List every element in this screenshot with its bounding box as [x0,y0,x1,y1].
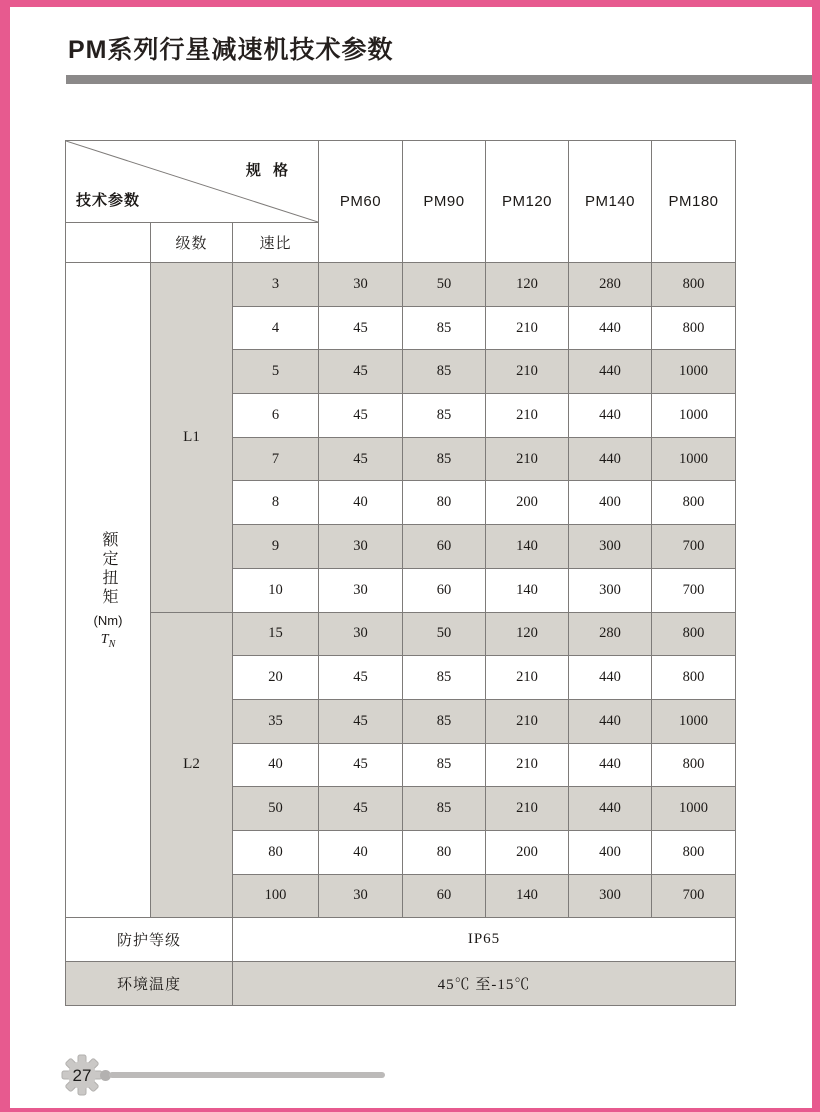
value-cell: 45 [319,743,403,787]
value-cell: 85 [403,437,486,481]
ratio-cell: 6 [233,394,319,438]
value-cell: 50 [403,612,486,656]
page-number-gear-icon [61,1054,103,1096]
footer-row-temperature [66,962,736,1006]
value-cell: 300 [569,525,652,569]
value-cell: 210 [486,306,569,350]
value-cell: 80 [403,481,486,525]
ambient-temperature-value: 45℃ 至-15℃ [233,962,736,1006]
value-cell: 85 [403,656,486,700]
torque-row-group-label [66,263,151,918]
value-cell: 400 [569,481,652,525]
ratio-cell: 8 [233,481,319,525]
title-underline-bar [66,75,812,84]
value-cell: 440 [569,743,652,787]
value-cell: 700 [652,568,736,612]
page-frame-top [0,0,820,7]
value-cell: 1000 [652,437,736,481]
value-cell: 30 [319,612,403,656]
value-cell: 800 [652,830,736,874]
value-cell: 45 [319,437,403,481]
value-cell: 210 [486,699,569,743]
value-cell: 85 [403,350,486,394]
value-cell: 280 [569,612,652,656]
value-cell: 40 [319,481,403,525]
value-cell: 440 [569,306,652,350]
ratio-cell: 3 [233,263,319,307]
sub-header-ratio: 速比 [233,223,319,263]
torque-label-unit: (Nm) [93,612,123,628]
stage-cell: L2 [151,612,233,918]
value-cell: 85 [403,743,486,787]
value-cell: 45 [319,656,403,700]
ratio-cell: 80 [233,830,319,874]
value-cell: 85 [403,394,486,438]
value-cell: 800 [652,612,736,656]
value-cell: 60 [403,568,486,612]
sub-header-stage: 级数 [151,223,233,263]
ratio-cell: 40 [233,743,319,787]
value-cell: 200 [486,481,569,525]
table-body [66,263,736,918]
column-header-pm140: PM140 [569,141,652,263]
value-cell: 800 [652,263,736,307]
corner-label-parameters: 技术参数 [76,192,141,209]
value-cell: 440 [569,437,652,481]
value-cell: 440 [569,699,652,743]
value-cell: 60 [403,874,486,918]
column-header-pm120: PM120 [486,141,569,263]
value-cell: 440 [569,394,652,438]
ambient-temperature-label: 环境温度 [66,962,233,1006]
value-cell: 140 [486,568,569,612]
value-cell: 45 [319,306,403,350]
value-cell: 1000 [652,394,736,438]
value-cell: 200 [486,830,569,874]
table-row [66,263,736,307]
value-cell: 1000 [652,787,736,831]
value-cell: 210 [486,787,569,831]
value-cell: 30 [319,874,403,918]
stage-cell: L1 [151,263,233,613]
value-cell: 45 [319,350,403,394]
footer-decorative-line [109,1072,385,1078]
ratio-cell: 20 [233,656,319,700]
page-number: 27 [72,1066,92,1085]
corner-label-spec: 规 格 [245,162,293,179]
value-cell: 440 [569,350,652,394]
empty-header-cell [66,223,151,263]
page-frame-bottom [0,1108,820,1112]
diagonal-header-cell [66,141,319,223]
ratio-cell: 7 [233,437,319,481]
value-cell: 210 [486,437,569,481]
value-cell: 45 [319,787,403,831]
footer-row-protection [66,918,736,962]
page-title: PM系列行星减速机技术参数 [68,36,394,64]
value-cell: 85 [403,699,486,743]
ratio-cell: 9 [233,525,319,569]
spec-table [65,140,736,1006]
ratio-cell: 100 [233,874,319,918]
value-cell: 1000 [652,699,736,743]
column-header-pm60: PM60 [319,141,403,263]
torque-label-symbol [101,632,115,650]
value-cell: 210 [486,743,569,787]
protection-class-value: IP65 [233,918,736,962]
value-cell: 140 [486,874,569,918]
value-cell: 60 [403,525,486,569]
value-cell: 45 [319,699,403,743]
table-row [66,612,736,656]
torque-symbol-t: T [100,631,109,647]
value-cell: 800 [652,656,736,700]
value-cell: 120 [486,263,569,307]
value-cell: 85 [403,787,486,831]
torque-label-text: 额定扭矩 [100,530,117,607]
page-frame-right [812,0,820,1112]
value-cell: 120 [486,612,569,656]
value-cell: 700 [652,525,736,569]
value-cell: 40 [319,830,403,874]
column-header-pm90: PM90 [403,141,486,263]
value-cell: 300 [569,874,652,918]
value-cell: 1000 [652,350,736,394]
value-cell: 85 [403,306,486,350]
value-cell: 440 [569,656,652,700]
value-cell: 440 [569,787,652,831]
value-cell: 300 [569,568,652,612]
value-cell: 30 [319,525,403,569]
ratio-cell: 5 [233,350,319,394]
value-cell: 140 [486,525,569,569]
value-cell: 280 [569,263,652,307]
value-cell: 30 [319,568,403,612]
protection-class-label: 防护等级 [66,918,233,962]
ratio-cell: 4 [233,306,319,350]
page-frame-left [0,0,10,1112]
value-cell: 45 [319,394,403,438]
value-cell: 800 [652,743,736,787]
ratio-cell: 15 [233,612,319,656]
value-cell: 50 [403,263,486,307]
ratio-cell: 35 [233,699,319,743]
ratio-cell: 50 [233,787,319,831]
value-cell: 210 [486,394,569,438]
value-cell: 700 [652,874,736,918]
value-cell: 800 [652,306,736,350]
value-cell: 80 [403,830,486,874]
column-header-pm180: PM180 [652,141,736,263]
value-cell: 400 [569,830,652,874]
torque-symbol-sub-n: N [108,638,116,650]
value-cell: 30 [319,263,403,307]
value-cell: 210 [486,350,569,394]
value-cell: 210 [486,656,569,700]
ratio-cell: 10 [233,568,319,612]
value-cell: 800 [652,481,736,525]
